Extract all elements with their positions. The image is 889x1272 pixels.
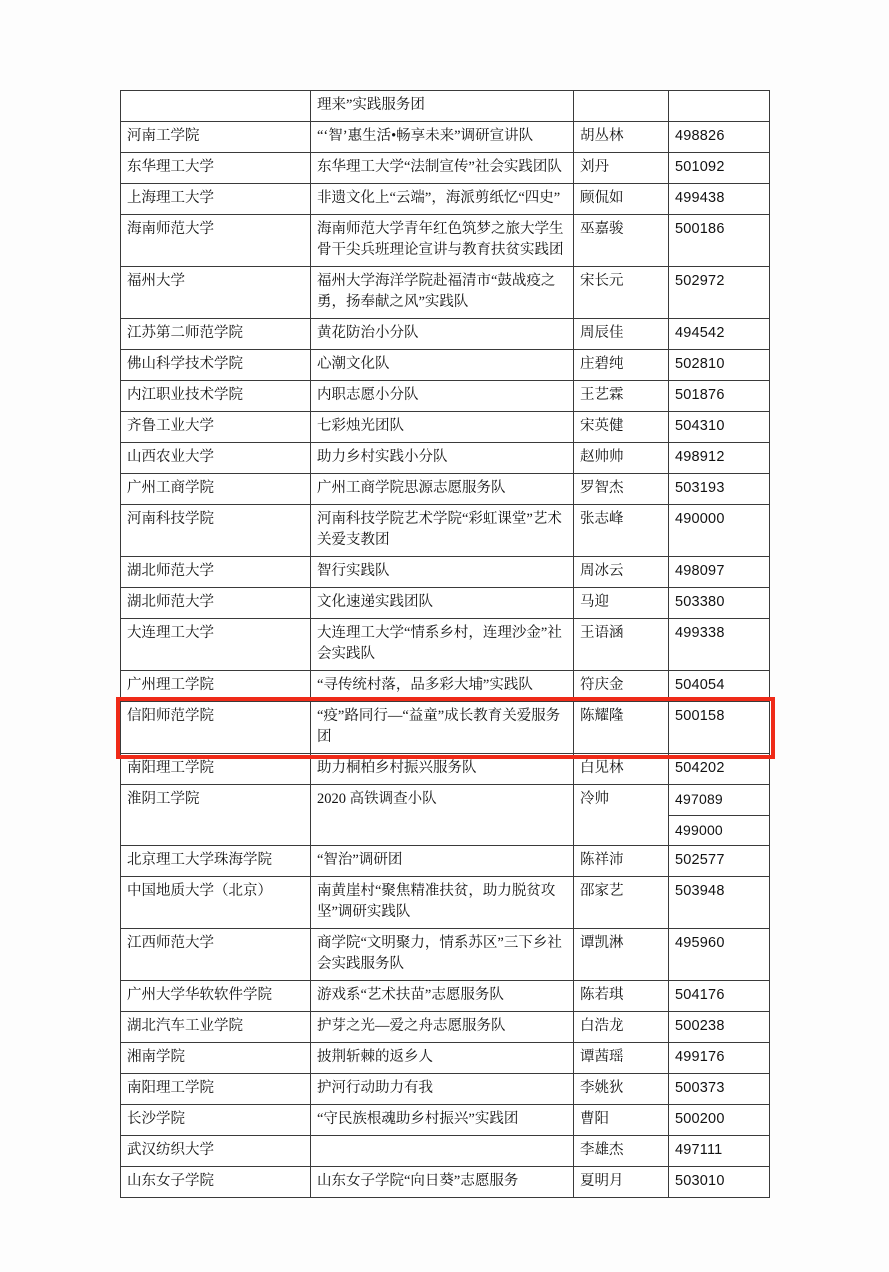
cell-school: 上海理工大学 (121, 184, 311, 215)
table-container (120, 90, 769, 1198)
cell-person: 曹阳 (574, 1105, 669, 1136)
cell-school: 福州大学 (121, 267, 311, 319)
cell-person: 白浩龙 (574, 1012, 669, 1043)
cell-team: 南黄崖村“聚焦精准扶贫，助力脱贫攻坚”调研实践队 (311, 876, 574, 928)
table-row (121, 1074, 770, 1105)
cell-school: 海南师范大学 (121, 215, 311, 267)
cell-team: 理来”实践服务团 (311, 91, 574, 122)
cell-code: 502810 (669, 350, 770, 381)
cell-code: 490000 (669, 505, 770, 557)
cell-school: 山东女子学院 (121, 1167, 311, 1198)
cell-team: 大连理工大学“情系乡村，连理沙金”社会实践队 (311, 619, 574, 671)
practice-team-table (120, 90, 770, 1198)
cell-code: 501876 (669, 381, 770, 412)
table-row-highlighted (121, 702, 770, 754)
cell-code: 498097 (669, 557, 770, 588)
table-row (121, 557, 770, 588)
cell-person: 李姚狄 (574, 1074, 669, 1105)
cell-team: 2020 高铁调查小队 (311, 785, 574, 846)
table-row (121, 319, 770, 350)
cell-school: 湖北师范大学 (121, 557, 311, 588)
cell-code: 494542 (669, 319, 770, 350)
table-row (121, 215, 770, 267)
cell-code: 500186 (669, 215, 770, 267)
cell-person (574, 91, 669, 122)
table-row (121, 350, 770, 381)
cell-person: 周冰云 (574, 557, 669, 588)
cell-person: 陈祥沛 (574, 845, 669, 876)
cell-school: 信阳师范学院 (121, 702, 311, 754)
cell-code: 500158 (669, 702, 770, 754)
cell-code: 499338 (669, 619, 770, 671)
cell-team: 山东女子学院“向日葵”志愿服务 (311, 1167, 574, 1198)
cell-code: 501092 (669, 153, 770, 184)
table-row (121, 981, 770, 1012)
cell-school: 广州大学华软软件学院 (121, 981, 311, 1012)
cell-team: 智行实践队 (311, 557, 574, 588)
cell-school: 湘南学院 (121, 1043, 311, 1074)
code-line-1: 497089 (675, 791, 723, 808)
cell-person: 顾侃如 (574, 184, 669, 215)
cell-code: 502577 (669, 845, 770, 876)
cell-school: 湖北师范大学 (121, 588, 311, 619)
cell-code: 504176 (669, 981, 770, 1012)
table-row (121, 412, 770, 443)
cell-code: 500200 (669, 1105, 770, 1136)
cell-team: 护芽之光—爱之舟志愿服务队 (311, 1012, 574, 1043)
cell-school: 南阳理工学院 (121, 754, 311, 785)
cell-team: 海南师范大学青年红色筑梦之旅大学生骨干尖兵班理论宣讲与教育扶贫实践团 (311, 215, 574, 267)
cell-team: 护河行动助力有我 (311, 1074, 574, 1105)
cell-code: 499438 (669, 184, 770, 215)
cell-team: 助力乡村实践小分队 (311, 443, 574, 474)
cell-person: 夏明月 (574, 1167, 669, 1198)
cell-school: 中国地质大学（北京） (121, 876, 311, 928)
cell-person: 冷帅 (574, 785, 669, 846)
table-row (121, 785, 770, 846)
cell-code: 495960 (669, 929, 770, 981)
cell-person: 谭茜瑶 (574, 1043, 669, 1074)
cell-team (311, 1136, 574, 1167)
cell-code: 503948 (669, 876, 770, 928)
cell-code: 498912 (669, 443, 770, 474)
table-row (121, 929, 770, 981)
cell-school: 东华理工大学 (121, 153, 311, 184)
table-row (121, 153, 770, 184)
table-row (121, 122, 770, 153)
cell-code: 497111 (669, 1136, 770, 1167)
code-line-2: 499000 (669, 815, 769, 845)
cell-person: 巫嘉骏 (574, 215, 669, 267)
cell-code: 498826 (669, 122, 770, 153)
cell-team: 东华理工大学“法制宣传”社会实践团队 (311, 153, 574, 184)
cell-school: 江苏第二师范学院 (121, 319, 311, 350)
cell-school: 广州理工学院 (121, 671, 311, 702)
cell-team: “寻传统村落，品多彩大埔”实践队 (311, 671, 574, 702)
table-row (121, 588, 770, 619)
cell-school: 长沙学院 (121, 1105, 311, 1136)
cell-code: 504202 (669, 754, 770, 785)
cell-school: 广州工商学院 (121, 474, 311, 505)
cell-team: 心潮文化队 (311, 350, 574, 381)
cell-code: 502972 (669, 267, 770, 319)
cell-code: 504054 (669, 671, 770, 702)
table-row (121, 1043, 770, 1074)
cell-code: 503193 (669, 474, 770, 505)
cell-person: 王语涵 (574, 619, 669, 671)
cell-team: 黄花防治小分队 (311, 319, 574, 350)
table-row (121, 1105, 770, 1136)
table-row (121, 505, 770, 557)
cell-team: 游戏系“艺术扶苗”志愿服务队 (311, 981, 574, 1012)
cell-school (121, 91, 311, 122)
table-row (121, 381, 770, 412)
cell-person: 庄碧纯 (574, 350, 669, 381)
cell-school: 河南工学院 (121, 122, 311, 153)
cell-team: “守民族根魂助乡村振兴”实践团 (311, 1105, 574, 1136)
cell-person: 张志峰 (574, 505, 669, 557)
cell-team: “智治”调研团 (311, 845, 574, 876)
cell-school: 内江职业技术学院 (121, 381, 311, 412)
cell-person: 刘丹 (574, 153, 669, 184)
cell-team: 文化速递实践团队 (311, 588, 574, 619)
cell-code: 500238 (669, 1012, 770, 1043)
table-row (121, 754, 770, 785)
cell-team: 商学院“文明聚力，情系苏区”三下乡社会实践服务队 (311, 929, 574, 981)
cell-person: 陈若琪 (574, 981, 669, 1012)
cell-code: 504310 (669, 412, 770, 443)
cell-school: 武汉纺织大学 (121, 1136, 311, 1167)
cell-team: 披荆斩棘的返乡人 (311, 1043, 574, 1074)
cell-school: 淮阴工学院 (121, 785, 311, 846)
table-row (121, 619, 770, 671)
cell-school: 齐鲁工业大学 (121, 412, 311, 443)
cell-code: 503380 (669, 588, 770, 619)
cell-team: 内职志愿小分队 (311, 381, 574, 412)
cell-school: 河南科技学院 (121, 505, 311, 557)
cell-person: 邵家艺 (574, 876, 669, 928)
cell-school: 佛山科学技术学院 (121, 350, 311, 381)
cell-person: 李雄杰 (574, 1136, 669, 1167)
cell-person: 周辰佳 (574, 319, 669, 350)
cell-team: 福州大学海洋学院赴福清市“鼓战疫之勇，扬奉献之风”实践队 (311, 267, 574, 319)
cell-person: 陈耀隆 (574, 702, 669, 754)
cell-person: 符庆金 (574, 671, 669, 702)
table-row (121, 267, 770, 319)
cell-code-split (669, 785, 770, 846)
cell-person: 马迎 (574, 588, 669, 619)
cell-person: 赵帅帅 (574, 443, 669, 474)
cell-code (669, 91, 770, 122)
cell-school: 湖北汽车工业学院 (121, 1012, 311, 1043)
cell-person: 罗智杰 (574, 474, 669, 505)
cell-team: 广州工商学院思源志愿服务队 (311, 474, 574, 505)
cell-team: “疫”路同行—“益童”成长教育关爱服务团 (311, 702, 574, 754)
table-row (121, 184, 770, 215)
cell-team: 河南科技学院艺术学院“彩虹课堂”艺术关爱支教团 (311, 505, 574, 557)
cell-code: 500373 (669, 1074, 770, 1105)
cell-team: 非遗文化上“云端”，海派剪纸忆“四史” (311, 184, 574, 215)
table-row (121, 671, 770, 702)
table-row (121, 1167, 770, 1198)
table-body (121, 91, 770, 1198)
cell-person: 宋英健 (574, 412, 669, 443)
table-row (121, 876, 770, 928)
table-row (121, 474, 770, 505)
table-row (121, 845, 770, 876)
table-row (121, 1136, 770, 1167)
cell-school: 山西农业大学 (121, 443, 311, 474)
cell-team: 助力桐柏乡村振兴服务队 (311, 754, 574, 785)
cell-school: 南阳理工学院 (121, 1074, 311, 1105)
table-row (121, 91, 770, 122)
cell-person: 宋长元 (574, 267, 669, 319)
cell-school: 北京理工大学珠海学院 (121, 845, 311, 876)
table-row (121, 1012, 770, 1043)
cell-person: 谭凯淋 (574, 929, 669, 981)
cell-school: 大连理工大学 (121, 619, 311, 671)
cell-person: 白见林 (574, 754, 669, 785)
cell-school: 江西师范大学 (121, 929, 311, 981)
cell-person: 王艺霖 (574, 381, 669, 412)
cell-team: 七彩烛光团队 (311, 412, 574, 443)
cell-code: 503010 (669, 1167, 770, 1198)
cell-team: “‘智’惠生活•畅享未来”调研宣讲队 (311, 122, 574, 153)
cell-person: 胡丛林 (574, 122, 669, 153)
table-row (121, 443, 770, 474)
cell-code: 499176 (669, 1043, 770, 1074)
